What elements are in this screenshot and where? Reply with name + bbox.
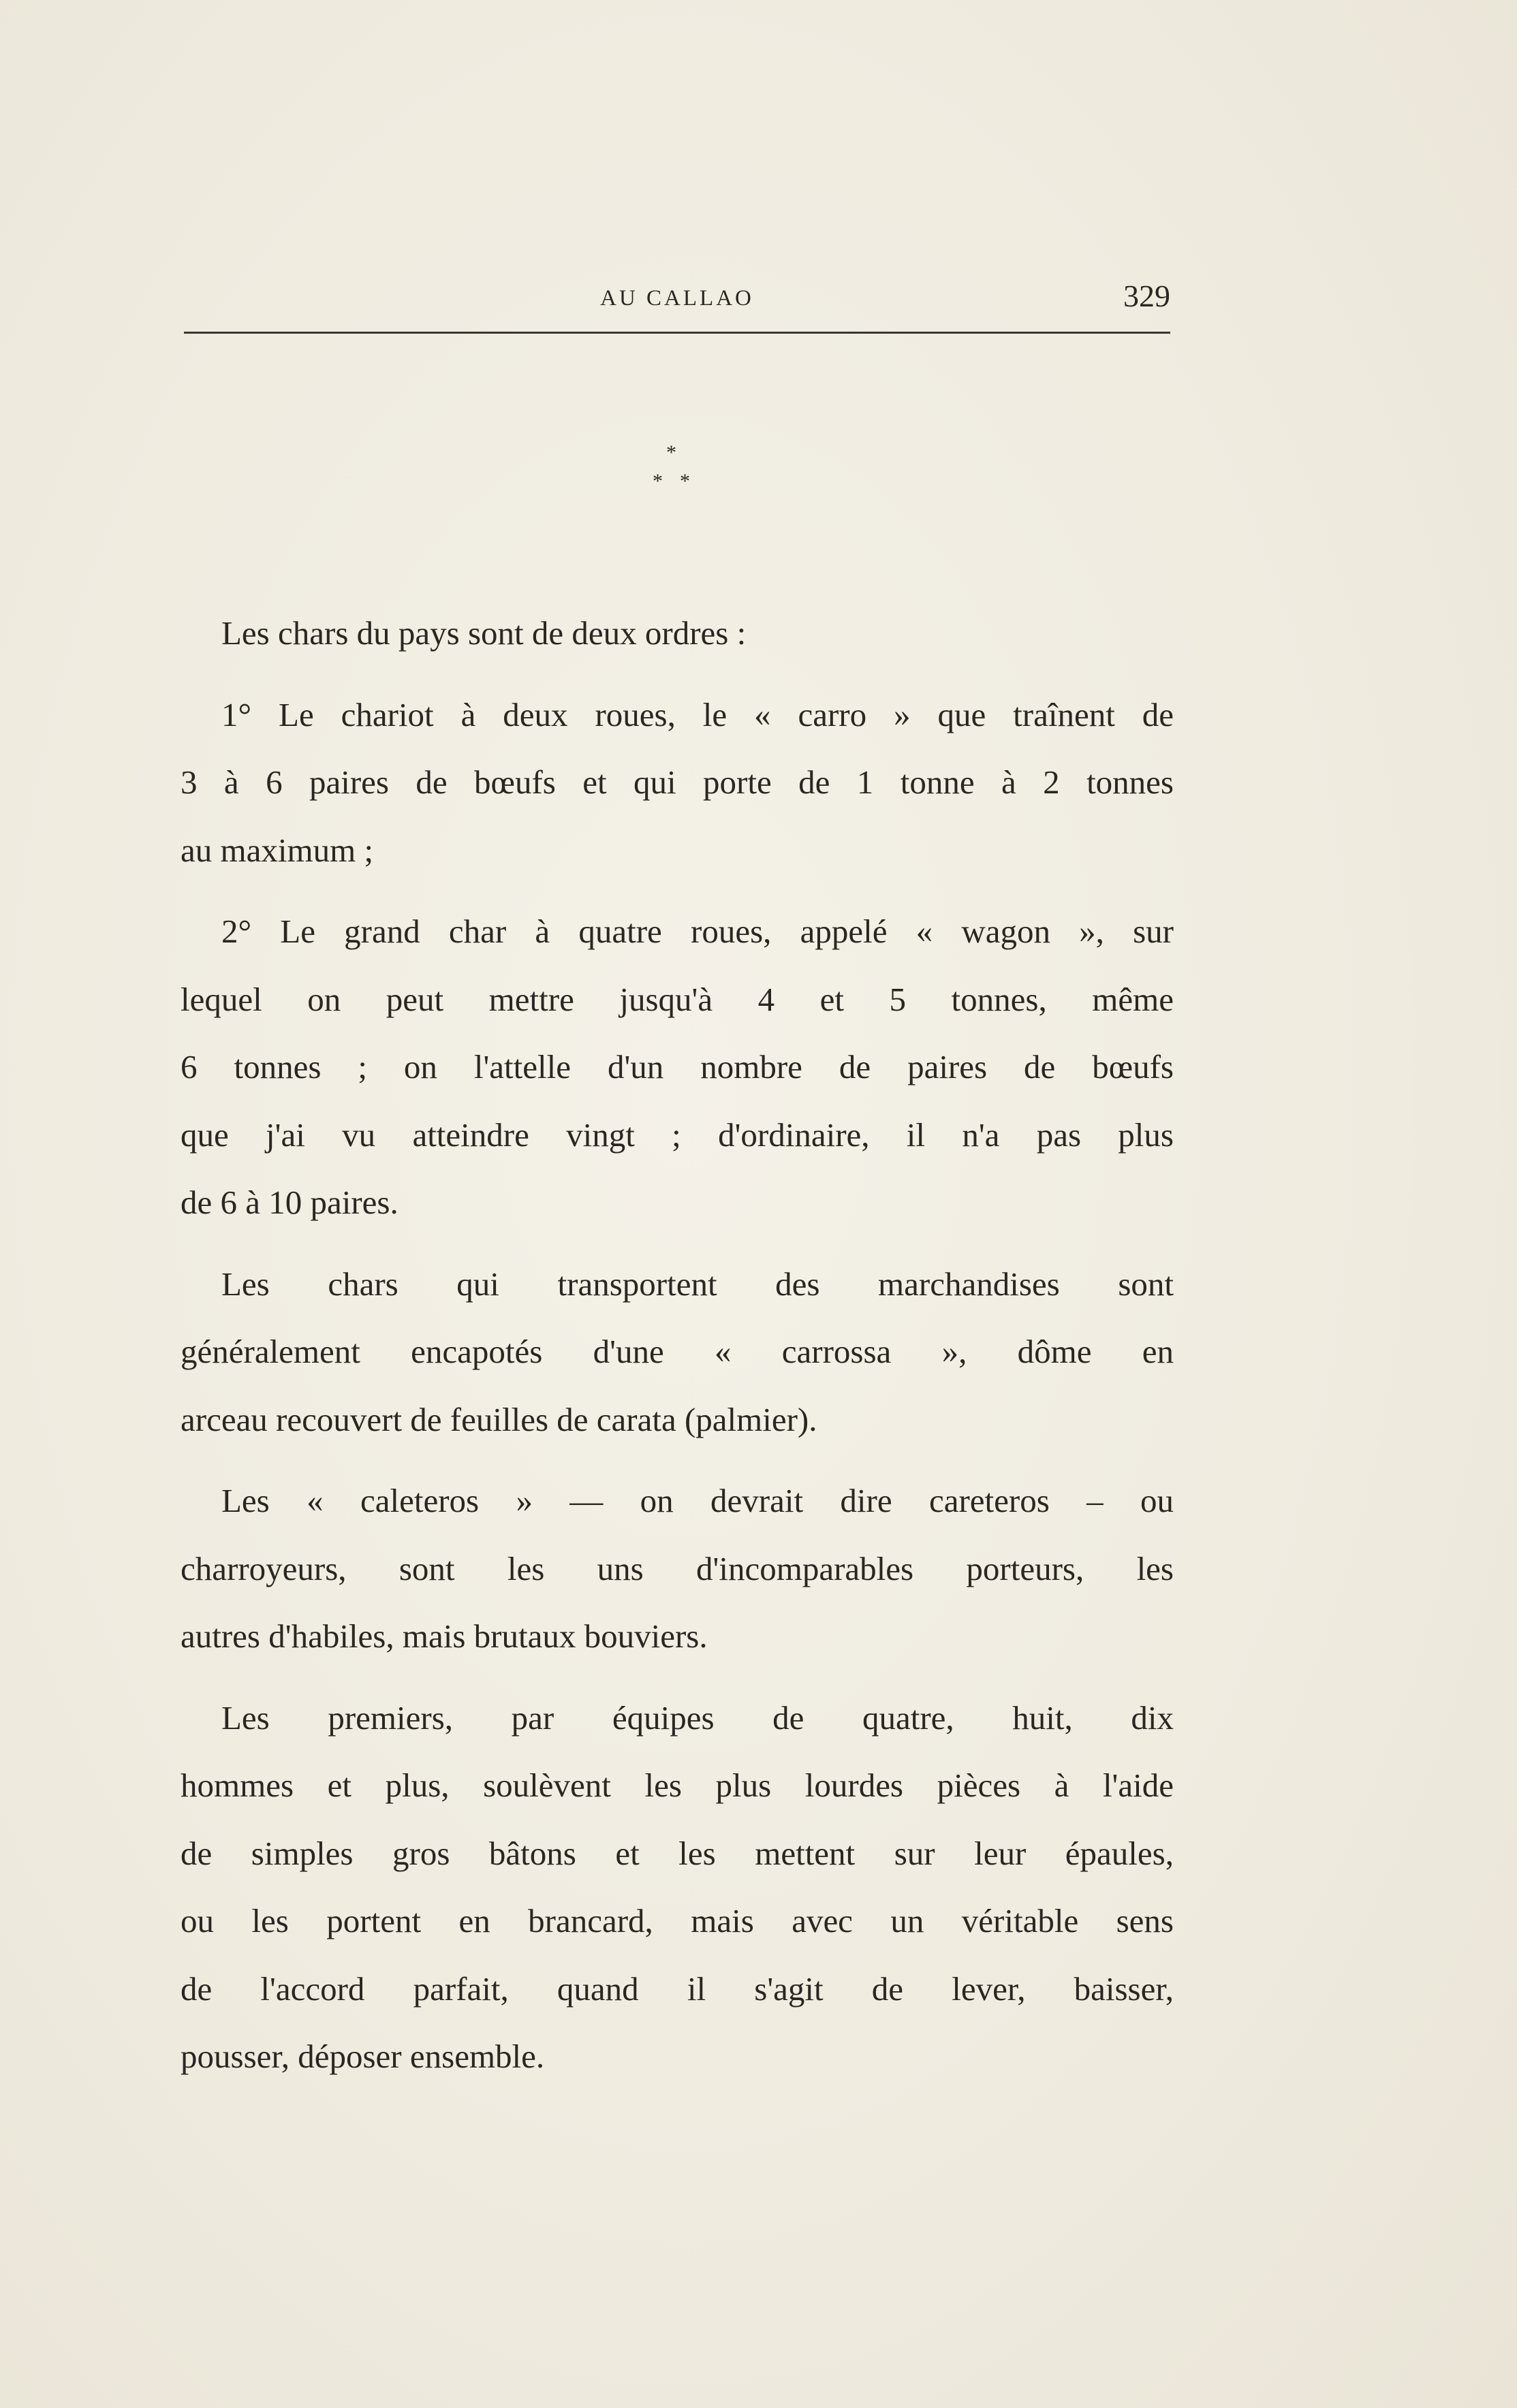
- text-line: généralement encapotés d'une « carrossa », dôme en: [181, 1333, 1174, 1370]
- text-line: pousser, déposer ensemble.: [181, 2038, 545, 2075]
- page-header: [184, 278, 1170, 326]
- page-number: 329: [1123, 279, 1170, 313]
- text-line: 6 tonnes ; on l'attelle d'un nombre de paires de bœufs: [181, 1048, 1174, 1086]
- asterism-divider: [640, 443, 708, 504]
- paragraph-2: [181, 681, 1174, 885]
- text-line: de l'accord parfait, quand il s'agit de lever, baisser,: [181, 1969, 1174, 2008]
- text-line: Les premiers, par équipes de quatre, huit, dix: [221, 1698, 1174, 1737]
- text-line: au maximum ;: [181, 831, 374, 869]
- text-line: 2° Le grand char à quatre roues, appelé « wagon », sur: [221, 913, 1174, 950]
- text-line: de 6 à 10 paires.: [181, 1184, 398, 1221]
- paragraph-1: [181, 599, 1174, 667]
- text-line: lequel on peut mettre jusqu'à 4 et 5 tonnes, même: [181, 980, 1174, 1018]
- text-line: 1° Le chariot à deux roues, le « carro » que traînent de: [221, 695, 1174, 733]
- text-line: Les chars du pays sont de deux ordres :: [221, 614, 747, 652]
- paragraph-5: [181, 1467, 1174, 1670]
- text-line: arceau recouvert de feuilles de carata (palmier).: [181, 1400, 817, 1438]
- asterism-star-top: *: [666, 441, 676, 464]
- text-line: que j'ai vu atteindre vingt ; d'ordinaire, il n'a pas plus: [181, 1115, 1174, 1154]
- text-line: charroyeurs, sont les uns d'incomparables porteurs, les: [181, 1549, 1174, 1587]
- text-line: ou les portent en brancard, mais avec un véritable sens: [181, 1902, 1174, 1939]
- running-title: AU CALLAO: [600, 286, 754, 311]
- text-line: hommes et plus, soulèvent les plus lourdes pièces à l'aide: [181, 1767, 1174, 1804]
- asterism-star-left: *: [653, 470, 663, 492]
- paragraph-4: [181, 1250, 1174, 1454]
- paragraph-6: [181, 1684, 1174, 2091]
- asterism-star-right: *: [680, 470, 690, 492]
- text-line: Les chars qui transportent des marchandises sont: [221, 1265, 1174, 1303]
- text-line: Les « caleteros » — on devrait dire careteros – ou: [221, 1482, 1174, 1519]
- body-text: [181, 599, 1174, 2091]
- text-line: autres d'habiles, mais brutaux bouviers.: [181, 1617, 708, 1655]
- header-rule: [184, 332, 1170, 334]
- text-line: de simples gros bâtons et les mettent sur leur épaules,: [181, 1834, 1174, 1872]
- paragraph-3: [181, 898, 1174, 1237]
- text-line: 3 à 6 paires de bœufs et qui porte de 1 tonne à 2 tonnes: [181, 763, 1174, 801]
